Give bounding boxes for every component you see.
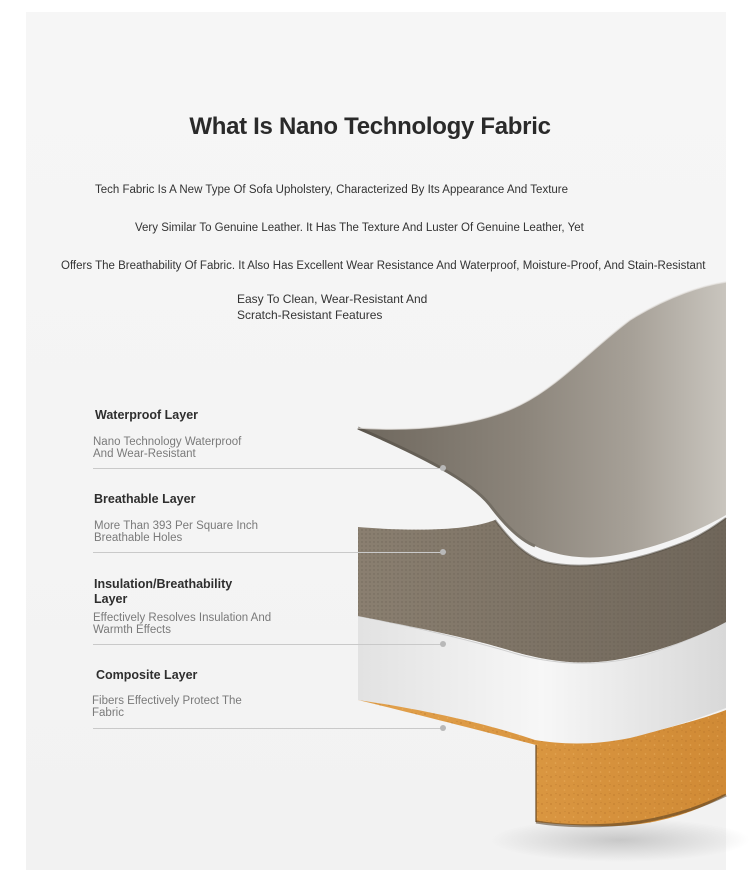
composite-layer-desc: Fibers Effectively Protect The Fabric bbox=[92, 695, 242, 719]
features-text: Easy To Clean, Wear-Resistant And Scratch-Resistant Features bbox=[237, 292, 428, 322]
breathable-layer-desc: More Than 393 Per Square Inch Breathable Holes bbox=[94, 520, 259, 544]
insulation-layer-pointer-line bbox=[93, 644, 443, 645]
waterproof-layer-title: Waterproof Layer bbox=[95, 408, 199, 422]
insulation-layer-pointer-dot bbox=[440, 641, 446, 647]
page-title: What Is Nano Technology Fabric bbox=[189, 113, 551, 140]
breathable-layer-pointer-dot bbox=[440, 549, 446, 555]
breathable-layer-title: Breathable Layer bbox=[94, 492, 196, 506]
waterproof-layer-shape bbox=[358, 282, 726, 557]
waterproof-layer-desc: Nano Technology Waterproof And Wear-Resistant bbox=[93, 436, 242, 460]
intro-line-2: Very Similar To Genuine Leather. It Has The Texture And Luster Of Genuine Leather, Yet bbox=[135, 222, 584, 234]
composite-layer-title: Composite Layer bbox=[96, 668, 198, 682]
intro-line-3: Offers The Breathability Of Fabric. It Also Has Excellent Wear Resistance And Waterproof, Moisture-Proof, And Stain-Resistant bbox=[61, 260, 706, 272]
insulation-layer-title: Insulation/Breathability Layer bbox=[94, 577, 233, 606]
composite-layer-pointer-dot bbox=[440, 725, 446, 731]
intro-line-1: Tech Fabric Is A New Type Of Sofa Upholstery, Characterized By Its Appearance And Texture bbox=[95, 184, 569, 196]
waterproof-layer-pointer-line bbox=[93, 468, 443, 469]
breathable-layer-pointer-line bbox=[93, 552, 443, 553]
insulation-layer-desc: Effectively Resolves Insulation And Warmth Effects bbox=[93, 612, 272, 636]
composite-layer-pointer-line bbox=[93, 728, 443, 729]
waterproof-layer-pointer-dot bbox=[440, 465, 446, 471]
